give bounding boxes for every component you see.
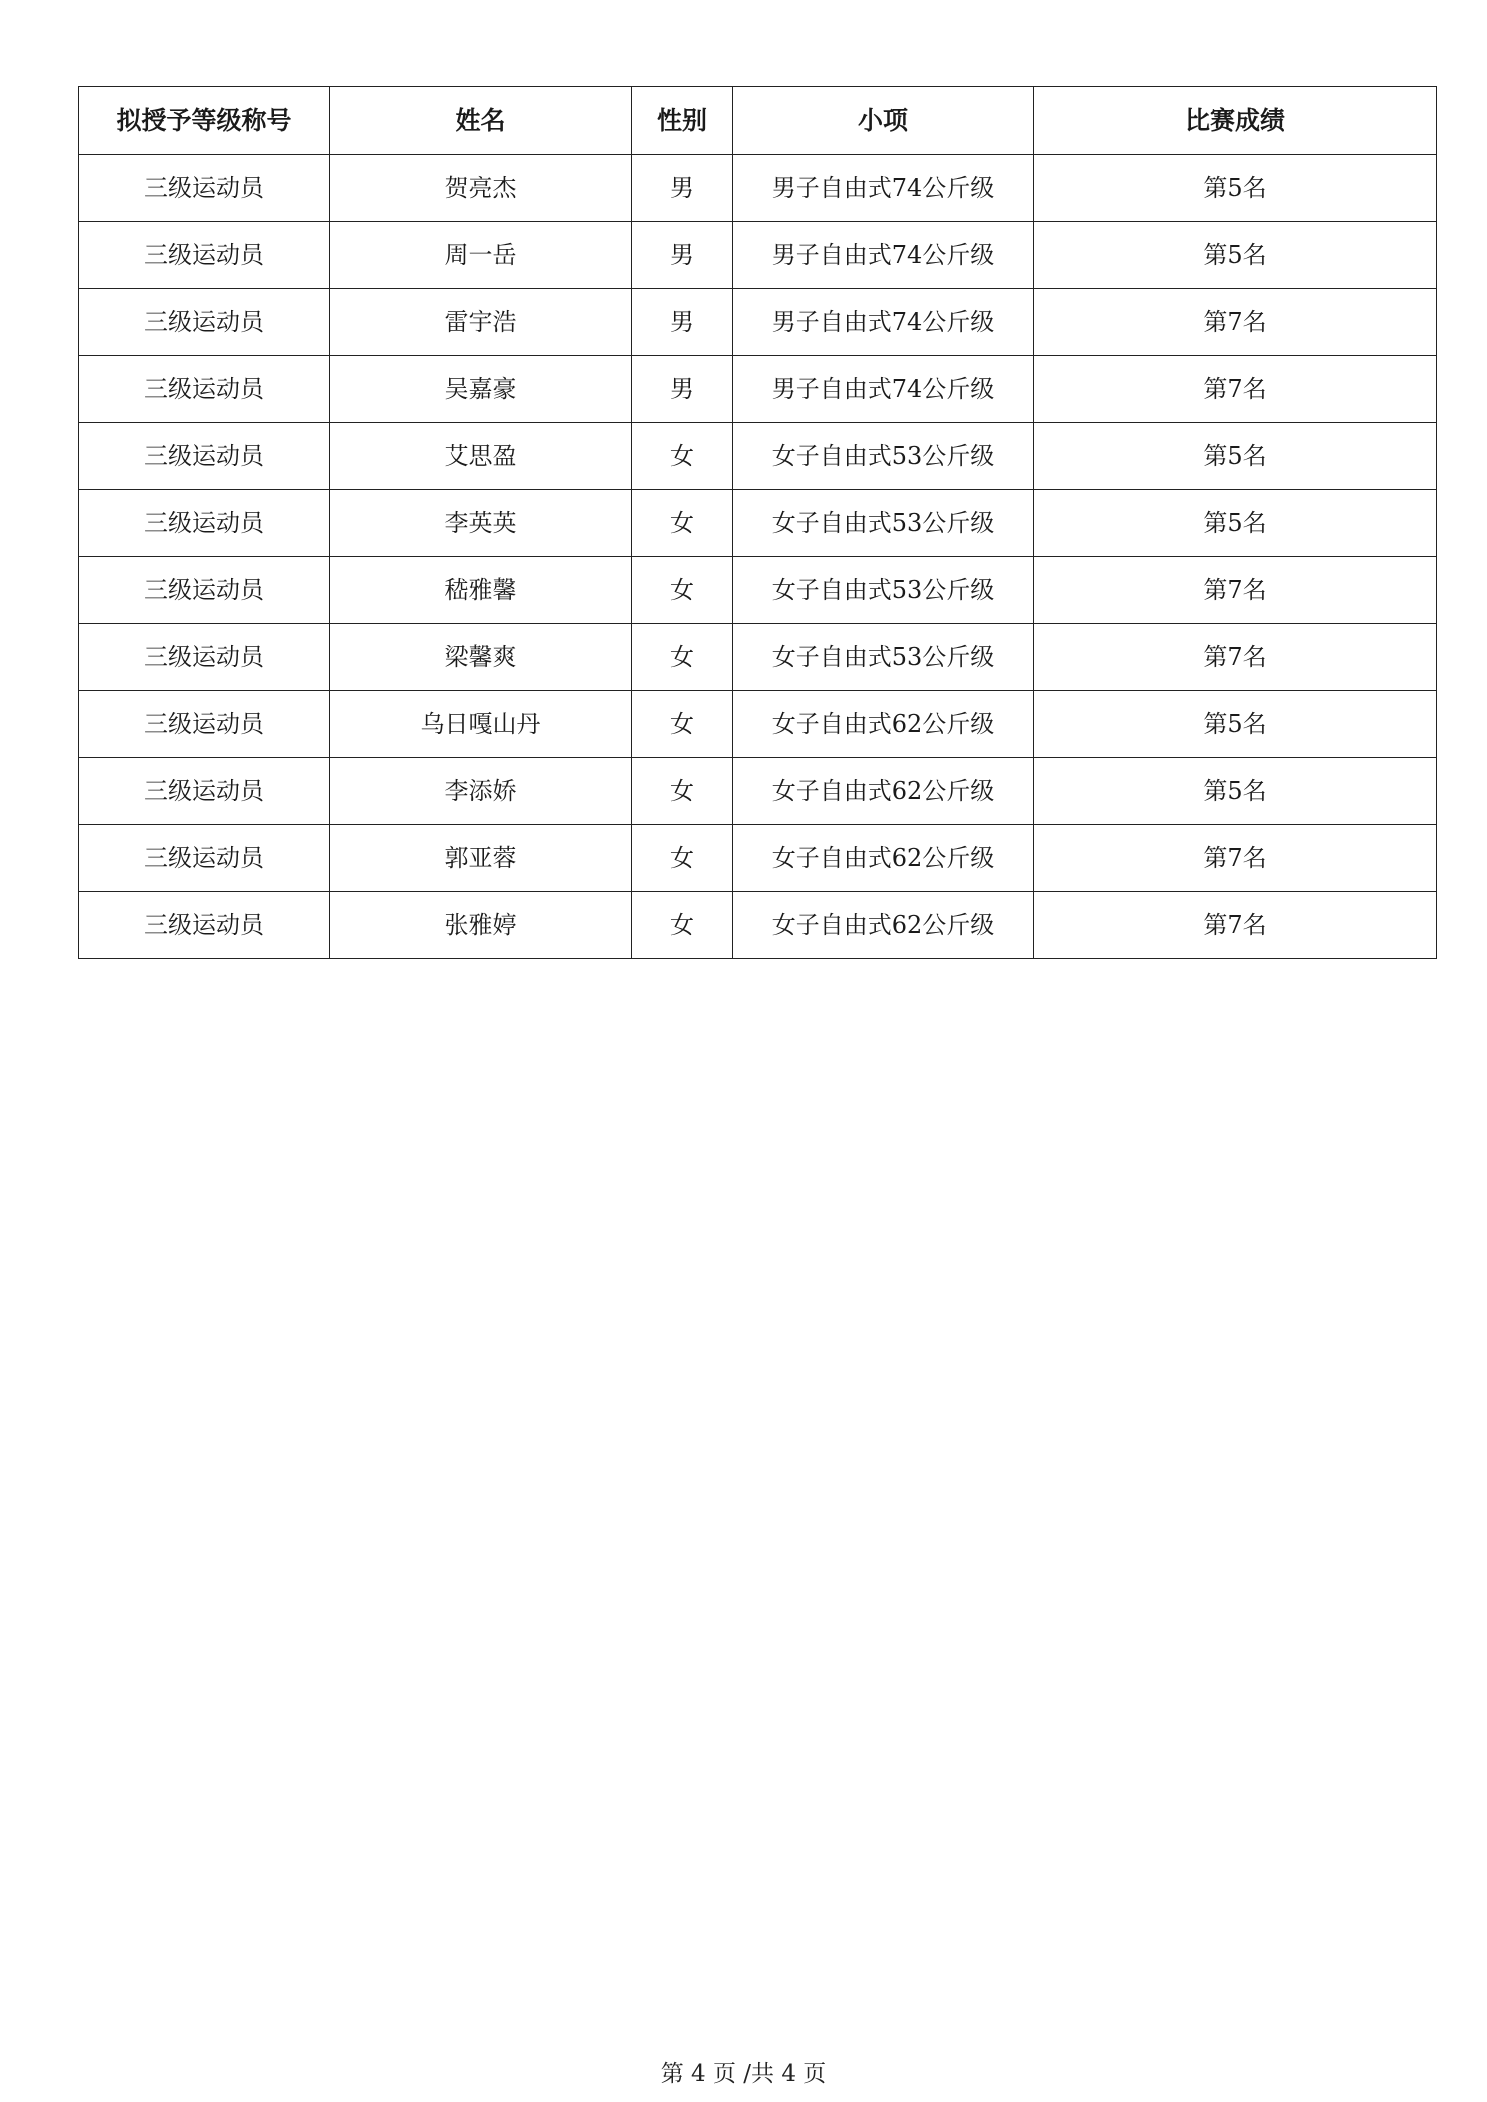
cell-result: 第5名 — [1034, 490, 1437, 557]
cell-event: 女子自由式53公斤级 — [733, 624, 1034, 691]
cell-gender: 男 — [632, 155, 733, 222]
table-row — [79, 155, 1437, 222]
cell-result: 第7名 — [1034, 289, 1437, 356]
cell-result: 第5名 — [1034, 155, 1437, 222]
cell-name: 李英英 — [330, 490, 632, 557]
cell-result: 第7名 — [1034, 825, 1437, 892]
page-number-footer: 第 4 页 /共 4 页 — [660, 2061, 827, 2087]
cell-grade-title: 三级运动员 — [79, 155, 330, 222]
table-row — [79, 758, 1437, 825]
table-row — [79, 825, 1437, 892]
cell-grade-title: 三级运动员 — [79, 490, 330, 557]
cell-name: 艾思盈 — [330, 423, 632, 490]
cell-name: 贺亮杰 — [330, 155, 632, 222]
header-result: 比赛成绩 — [1034, 87, 1437, 155]
header-gender: 性别 — [632, 87, 733, 155]
cell-name: 郭亚蓉 — [330, 825, 632, 892]
cell-name: 梁馨爽 — [330, 624, 632, 691]
cell-grade-title: 三级运动员 — [79, 825, 330, 892]
cell-gender: 女 — [632, 691, 733, 758]
table-row — [79, 356, 1437, 423]
cell-gender: 女 — [632, 624, 733, 691]
cell-event: 男子自由式74公斤级 — [733, 356, 1034, 423]
cell-gender: 女 — [632, 825, 733, 892]
header-grade-title: 拟授予等级称号 — [79, 87, 330, 155]
cell-event: 女子自由式53公斤级 — [733, 557, 1034, 624]
cell-result: 第5名 — [1034, 758, 1437, 825]
cell-name: 吴嘉豪 — [330, 356, 632, 423]
cell-event: 女子自由式62公斤级 — [733, 892, 1034, 959]
cell-event: 女子自由式53公斤级 — [733, 490, 1034, 557]
cell-grade-title: 三级运动员 — [79, 624, 330, 691]
cell-event: 男子自由式74公斤级 — [733, 222, 1034, 289]
cell-grade-title: 三级运动员 — [79, 222, 330, 289]
cell-event: 女子自由式62公斤级 — [733, 758, 1034, 825]
header-event: 小项 — [733, 87, 1034, 155]
cell-gender: 女 — [632, 557, 733, 624]
cell-grade-title: 三级运动员 — [79, 289, 330, 356]
cell-event: 女子自由式62公斤级 — [733, 825, 1034, 892]
cell-gender: 男 — [632, 356, 733, 423]
cell-result: 第7名 — [1034, 892, 1437, 959]
cell-name: 乌日嘎山丹 — [330, 691, 632, 758]
cell-name: 李添娇 — [330, 758, 632, 825]
table-row — [79, 490, 1437, 557]
table-header-row — [79, 87, 1437, 155]
cell-gender: 女 — [632, 758, 733, 825]
cell-result: 第5名 — [1034, 691, 1437, 758]
cell-gender: 女 — [632, 892, 733, 959]
table-row — [79, 892, 1437, 959]
cell-name: 周一岳 — [330, 222, 632, 289]
cell-gender: 女 — [632, 423, 733, 490]
cell-result: 第7名 — [1034, 624, 1437, 691]
table-row — [79, 222, 1437, 289]
cell-grade-title: 三级运动员 — [79, 557, 330, 624]
cell-name: 嵇雅馨 — [330, 557, 632, 624]
cell-gender: 男 — [632, 222, 733, 289]
table-row — [79, 624, 1437, 691]
cell-result: 第7名 — [1034, 356, 1437, 423]
cell-result: 第7名 — [1034, 557, 1437, 624]
cell-grade-title: 三级运动员 — [79, 691, 330, 758]
cell-event: 男子自由式74公斤级 — [733, 289, 1034, 356]
cell-gender: 女 — [632, 490, 733, 557]
cell-grade-title: 三级运动员 — [79, 892, 330, 959]
table-row — [79, 557, 1437, 624]
cell-grade-title: 三级运动员 — [79, 423, 330, 490]
table-row — [79, 289, 1437, 356]
cell-event: 男子自由式74公斤级 — [733, 155, 1034, 222]
header-name: 姓名 — [330, 87, 632, 155]
table-row — [79, 691, 1437, 758]
cell-gender: 男 — [632, 289, 733, 356]
cell-event: 女子自由式53公斤级 — [733, 423, 1034, 490]
cell-result: 第5名 — [1034, 423, 1437, 490]
cell-event: 女子自由式62公斤级 — [733, 691, 1034, 758]
athlete-grade-table — [78, 86, 1437, 959]
cell-result: 第5名 — [1034, 222, 1437, 289]
table-row — [79, 423, 1437, 490]
cell-name: 雷宇浩 — [330, 289, 632, 356]
cell-grade-title: 三级运动员 — [79, 758, 330, 825]
cell-grade-title: 三级运动员 — [79, 356, 330, 423]
cell-name: 张雅婷 — [330, 892, 632, 959]
